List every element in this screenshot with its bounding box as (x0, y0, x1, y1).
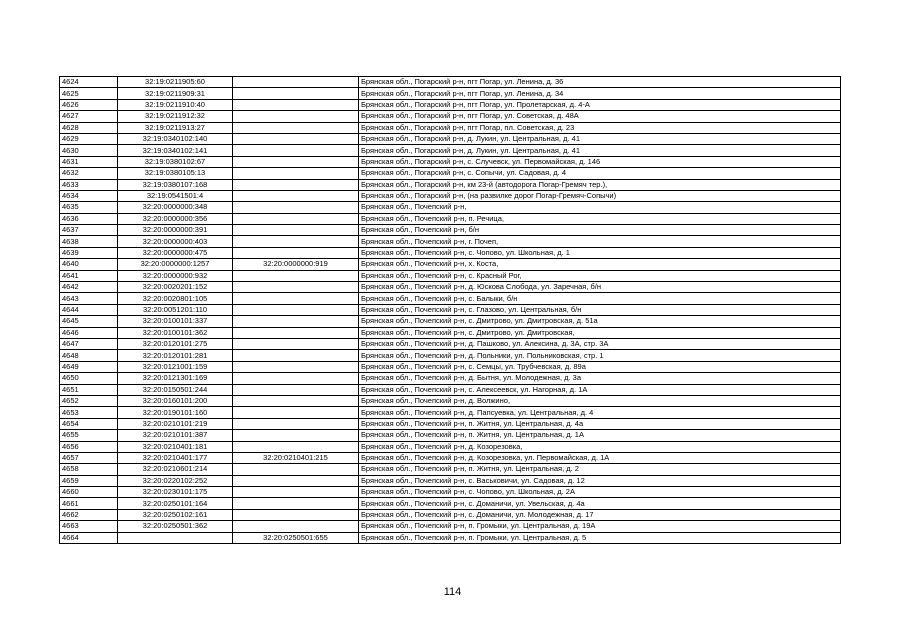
table-row (60, 88, 841, 99)
related-cadastral-number-cell (233, 475, 359, 486)
cadastral-number-cell: 32:20:0250501:362 (118, 521, 233, 532)
related-cadastral-number-cell (233, 384, 359, 395)
table-row (60, 350, 841, 361)
table-row (60, 99, 841, 110)
related-cadastral-number-cell (233, 111, 359, 122)
address-cell: Брянская обл., Погарский р-н, пгт Погар, ул. Ленина, д. 36 (359, 77, 841, 88)
row-number-cell: 4624 (60, 77, 118, 88)
address-cell: Брянская обл., Почепский р-н, п. Житня, ул. Центральная, д. 2 (359, 464, 841, 475)
related-cadastral-number-cell (233, 213, 359, 224)
related-cadastral-number-cell (233, 122, 359, 133)
related-cadastral-number-cell (233, 418, 359, 429)
row-number-cell: 4654 (60, 418, 118, 429)
row-number-cell: 4629 (60, 133, 118, 144)
table-row (60, 304, 841, 315)
address-cell: Брянская обл., Погарский р-н, пгт Погар, ул. Ленина, д. 34 (359, 88, 841, 99)
address-cell: Брянская обл., Почепский р-н, д. Папсуевка, ул. Центральная, д. 4 (359, 407, 841, 418)
related-cadastral-number-cell (233, 156, 359, 167)
address-cell: Брянская обл., Почепский р-н, (359, 202, 841, 213)
cadastral-number-cell: 32:20:0230101:175 (118, 487, 233, 498)
cadastral-number-cell: 32:20:0250102:161 (118, 509, 233, 520)
row-number-cell: 4663 (60, 521, 118, 532)
row-number-cell: 4627 (60, 111, 118, 122)
table-row (60, 487, 841, 498)
cadastral-number-cell: 32:19:0340102:141 (118, 145, 233, 156)
related-cadastral-number-cell (233, 133, 359, 144)
row-number-cell: 4647 (60, 338, 118, 349)
cadastral-number-cell: 32:20:0000000:356 (118, 213, 233, 224)
address-cell: Брянская обл., Почепский р-н, п. Житня, ул. Центральная, д. 4а (359, 418, 841, 429)
table-row (60, 498, 841, 509)
address-cell: Брянская обл., Почепский р-н, д. Польники, ул. Польниковская, стр. 1 (359, 350, 841, 361)
row-number-cell: 4644 (60, 304, 118, 315)
address-cell: Брянская обл., Почепский р-н, д. Козорезовка, ул. Первомайская, д. 1А (359, 452, 841, 463)
table-row (60, 77, 841, 88)
cadastral-number-cell: 32:20:0210101:219 (118, 418, 233, 429)
table-row (60, 452, 841, 463)
related-cadastral-number-cell (233, 236, 359, 247)
address-cell: Брянская обл., Почепский р-н, с. Глазово, ул. Центральная, б/н (359, 304, 841, 315)
register-table-body (60, 77, 841, 544)
cadastral-number-cell: 32:20:0120101:281 (118, 350, 233, 361)
table-row (60, 361, 841, 372)
row-number-cell: 4660 (60, 487, 118, 498)
cadastral-number-cell: 32:20:0121301:169 (118, 373, 233, 384)
address-cell: Брянская обл., Почепский р-н, п. Громыки, ул. Центральная, д. 5 (359, 532, 841, 543)
address-cell: Брянская обл., Погарский р-н, с. Сопычи, ул. Садовая, д. 4 (359, 168, 841, 179)
row-number-cell: 4653 (60, 407, 118, 418)
related-cadastral-number-cell (233, 77, 359, 88)
row-number-cell: 4636 (60, 213, 118, 224)
related-cadastral-number-cell (233, 498, 359, 509)
table-row (60, 418, 841, 429)
register-table (59, 76, 841, 544)
row-number-cell: 4655 (60, 430, 118, 441)
address-cell: Брянская обл., Почепский р-н, с. Семцы, ул. Трубчевская, д. 89а (359, 361, 841, 372)
cadastral-number-cell: 32:19:0211912:32 (118, 111, 233, 122)
address-cell: Брянская обл., Почепский р-н, д. Волжино, (359, 395, 841, 406)
cadastral-number-cell: 32:19:0340102:140 (118, 133, 233, 144)
cadastral-number-cell: 32:19:0211905:60 (118, 77, 233, 88)
related-cadastral-number-cell (233, 441, 359, 452)
address-cell: Брянская обл., Почепский р-н, п. Громыки, ул. Центральная, д. 19А (359, 521, 841, 532)
address-cell: Брянская обл., Погарский р-н, (на развилке дорог Погар-Гремяч-Сопычи) (359, 190, 841, 201)
cadastral-number-cell: 32:20:0210401:181 (118, 441, 233, 452)
cadastral-number-cell: 32:20:0000000:391 (118, 225, 233, 236)
table-row (60, 441, 841, 452)
table-row (60, 259, 841, 270)
table-row (60, 202, 841, 213)
related-cadastral-number-cell (233, 487, 359, 498)
cadastral-number-cell: 32:19:0211913:27 (118, 122, 233, 133)
row-number-cell: 4641 (60, 270, 118, 281)
address-cell: Брянская обл., Почепский р-н, с. Красный Рог, (359, 270, 841, 281)
cadastral-number-cell: 32:19:0380107:168 (118, 179, 233, 190)
cadastral-number-cell: 32:20:0250101:164 (118, 498, 233, 509)
address-cell: Брянская обл., Погарский р-н, пгт Погар, пл. Советская, д. 23 (359, 122, 841, 133)
related-cadastral-number-cell (233, 247, 359, 258)
cadastral-number-cell: 32:20:0220102:252 (118, 475, 233, 486)
table-row (60, 395, 841, 406)
table-row (60, 475, 841, 486)
address-cell: Брянская обл., Почепский р-н, д. Бытня, ул. Молодежная, д. 3а (359, 373, 841, 384)
related-cadastral-number-cell (233, 179, 359, 190)
address-cell: Брянская обл., Почепский р-н, д. Юскова Слобода, ул. Заречная, б/н (359, 282, 841, 293)
related-cadastral-number-cell (233, 304, 359, 315)
cadastral-number-cell: 32:20:0020201:152 (118, 282, 233, 293)
address-cell: Брянская обл., Почепский р-н, с. Дмитрово, ул. Дмитровская, д. 51а (359, 316, 841, 327)
related-cadastral-number-cell (233, 361, 359, 372)
table-row (60, 282, 841, 293)
address-cell: Брянская обл., Почепский р-н, с. Чопово, ул. Школьная, д. 1 (359, 247, 841, 258)
table-row (60, 236, 841, 247)
address-cell: Брянская обл., Почепский р-н, д. Козорезовка, (359, 441, 841, 452)
related-cadastral-number-cell (233, 88, 359, 99)
table-row (60, 213, 841, 224)
row-number-cell: 4634 (60, 190, 118, 201)
table-row (60, 225, 841, 236)
table-row (60, 179, 841, 190)
table-row (60, 247, 841, 258)
related-cadastral-number-cell (233, 430, 359, 441)
row-number-cell: 4650 (60, 373, 118, 384)
table-row (60, 145, 841, 156)
related-cadastral-number-cell (233, 521, 359, 532)
cadastral-number-cell: 32:20:0210401:177 (118, 452, 233, 463)
address-cell: Брянская обл., Почепский р-н, п. Житня, ул. Центральная, д. 1А (359, 430, 841, 441)
table-row (60, 133, 841, 144)
cadastral-number-cell: 32:20:0000000:475 (118, 247, 233, 258)
table-row (60, 384, 841, 395)
related-cadastral-number-cell (233, 145, 359, 156)
row-number-cell: 4656 (60, 441, 118, 452)
related-cadastral-number-cell (233, 270, 359, 281)
row-number-cell: 4628 (60, 122, 118, 133)
address-cell: Брянская обл., Погарский р-н, с. Случевск, ул. Первомайская, д. 146 (359, 156, 841, 167)
row-number-cell: 4643 (60, 293, 118, 304)
address-cell: Брянская обл., Погарский р-н, пгт Погар, ул. Советская, д. 48А (359, 111, 841, 122)
cadastral-number-cell: 32:19:0211910:40 (118, 99, 233, 110)
cadastral-number-cell: 32:20:0150501:244 (118, 384, 233, 395)
cadastral-number-cell: 32:20:0100101:337 (118, 316, 233, 327)
address-cell: Брянская обл., Погарский р-н, пгт Погар, ул. Пролетарская, д. 4-А (359, 99, 841, 110)
address-cell: Брянская обл., Погарский р-н, км 23-й (автодорога Погар-Гремяч тер.), (359, 179, 841, 190)
cadastral-number-cell: 32:20:0100101:362 (118, 327, 233, 338)
row-number-cell: 4652 (60, 395, 118, 406)
cadastral-number-cell: 32:20:0160101:200 (118, 395, 233, 406)
table-row (60, 111, 841, 122)
table-row (60, 464, 841, 475)
row-number-cell: 4638 (60, 236, 118, 247)
address-cell: Брянская обл., Почепский р-н, с. Васьковичи, ул. Садовая, д. 12 (359, 475, 841, 486)
address-cell: Брянская обл., Погарский р-н, д. Лукин, ул. Центральная, д. 41 (359, 133, 841, 144)
related-cadastral-number-cell (233, 202, 359, 213)
related-cadastral-number-cell (233, 509, 359, 520)
related-cadastral-number-cell (233, 293, 359, 304)
address-cell: Брянская обл., Почепский р-н, с. Балыки, б/н (359, 293, 841, 304)
related-cadastral-number-cell (233, 225, 359, 236)
cadastral-number-cell: 32:20:0000000:403 (118, 236, 233, 247)
cadastral-number-cell (118, 532, 233, 543)
cadastral-number-cell: 32:20:0000000:1257 (118, 259, 233, 270)
address-cell: Брянская обл., Почепский р-н, д. Пашково, ул. Алексина, д. 3А, стр. 3А (359, 338, 841, 349)
row-number-cell: 4631 (60, 156, 118, 167)
address-cell: Брянская обл., Почепский р-н, с. Чопово, ул. Школьная, д. 2А (359, 487, 841, 498)
related-cadastral-number-cell (233, 338, 359, 349)
row-number-cell: 4626 (60, 99, 118, 110)
related-cadastral-number-cell (233, 395, 359, 406)
table-row (60, 532, 841, 543)
row-number-cell: 4658 (60, 464, 118, 475)
row-number-cell: 4637 (60, 225, 118, 236)
cadastral-number-cell: 32:20:0020801:105 (118, 293, 233, 304)
row-number-cell: 4648 (60, 350, 118, 361)
related-cadastral-number-cell (233, 99, 359, 110)
table-row (60, 156, 841, 167)
table-row (60, 316, 841, 327)
table-row (60, 509, 841, 520)
cadastral-number-cell: 32:20:0051201:110 (118, 304, 233, 315)
row-number-cell: 4662 (60, 509, 118, 520)
table-row (60, 122, 841, 133)
table-row (60, 190, 841, 201)
cadastral-number-cell: 32:19:0380105:13 (118, 168, 233, 179)
related-cadastral-number-cell (233, 350, 359, 361)
row-number-cell: 4659 (60, 475, 118, 486)
address-cell: Брянская обл., Почепский р-н, с. Дмитрово, ул. Дмитровская, (359, 327, 841, 338)
row-number-cell: 4645 (60, 316, 118, 327)
related-cadastral-number-cell (233, 316, 359, 327)
related-cadastral-number-cell: 32:20:0000000:919 (233, 259, 359, 270)
cadastral-number-cell: 32:20:0000000:932 (118, 270, 233, 281)
cadastral-number-cell: 32:20:0210601:214 (118, 464, 233, 475)
address-cell: Брянская обл., Почепский р-н, г. Почеп, (359, 236, 841, 247)
cadastral-number-cell: 32:20:0121001:159 (118, 361, 233, 372)
table-row (60, 373, 841, 384)
address-cell: Брянская обл., Почепский р-н, с. Доманичи, ул. Молодежная, д. 17 (359, 509, 841, 520)
table-row (60, 521, 841, 532)
cadastral-number-cell: 32:19:0541501:4 (118, 190, 233, 201)
row-number-cell: 4651 (60, 384, 118, 395)
address-cell: Брянская обл., Погарский р-н, д. Лукин, ул. Центральная, д. 41 (359, 145, 841, 156)
table-row (60, 168, 841, 179)
related-cadastral-number-cell (233, 168, 359, 179)
related-cadastral-number-cell (233, 407, 359, 418)
address-cell: Брянская обл., Почепский р-н, п. Речица, (359, 213, 841, 224)
related-cadastral-number-cell (233, 282, 359, 293)
cadastral-number-cell: 32:19:0380102:67 (118, 156, 233, 167)
address-cell: Брянская обл., Почепский р-н, б/н (359, 225, 841, 236)
table-row (60, 338, 841, 349)
related-cadastral-number-cell: 32:20:0250501:655 (233, 532, 359, 543)
row-number-cell: 4635 (60, 202, 118, 213)
row-number-cell: 4632 (60, 168, 118, 179)
page-number: 114 (443, 586, 462, 598)
row-number-cell: 4630 (60, 145, 118, 156)
related-cadastral-number-cell (233, 373, 359, 384)
cadastral-number-cell: 32:20:0190101:160 (118, 407, 233, 418)
table-row (60, 430, 841, 441)
address-cell: Брянская обл., Почепский р-н, с. Алексеевск, ул. Нагорная, д. 1А (359, 384, 841, 395)
row-number-cell: 4646 (60, 327, 118, 338)
table-row (60, 293, 841, 304)
address-cell: Брянская обл., Почепский р-н, с. Доманичи, ул. Увельская, д. 4а (359, 498, 841, 509)
cadastral-number-cell: 32:19:0211909:31 (118, 88, 233, 99)
address-cell: Брянская обл., Почепский р-н, х. Коста, (359, 259, 841, 270)
row-number-cell: 4661 (60, 498, 118, 509)
related-cadastral-number-cell (233, 190, 359, 201)
table-row (60, 407, 841, 418)
row-number-cell: 4649 (60, 361, 118, 372)
related-cadastral-number-cell (233, 464, 359, 475)
related-cadastral-number-cell: 32:20:0210401:215 (233, 452, 359, 463)
cadastral-number-cell: 32:20:0000000:348 (118, 202, 233, 213)
row-number-cell: 4625 (60, 88, 118, 99)
row-number-cell: 4639 (60, 247, 118, 258)
table-row (60, 327, 841, 338)
row-number-cell: 4664 (60, 532, 118, 543)
row-number-cell: 4633 (60, 179, 118, 190)
cadastral-number-cell: 32:20:0210101:387 (118, 430, 233, 441)
table-row (60, 270, 841, 281)
row-number-cell: 4642 (60, 282, 118, 293)
cadastral-number-cell: 32:20:0120101:275 (118, 338, 233, 349)
row-number-cell: 4640 (60, 259, 118, 270)
row-number-cell: 4657 (60, 452, 118, 463)
related-cadastral-number-cell (233, 327, 359, 338)
